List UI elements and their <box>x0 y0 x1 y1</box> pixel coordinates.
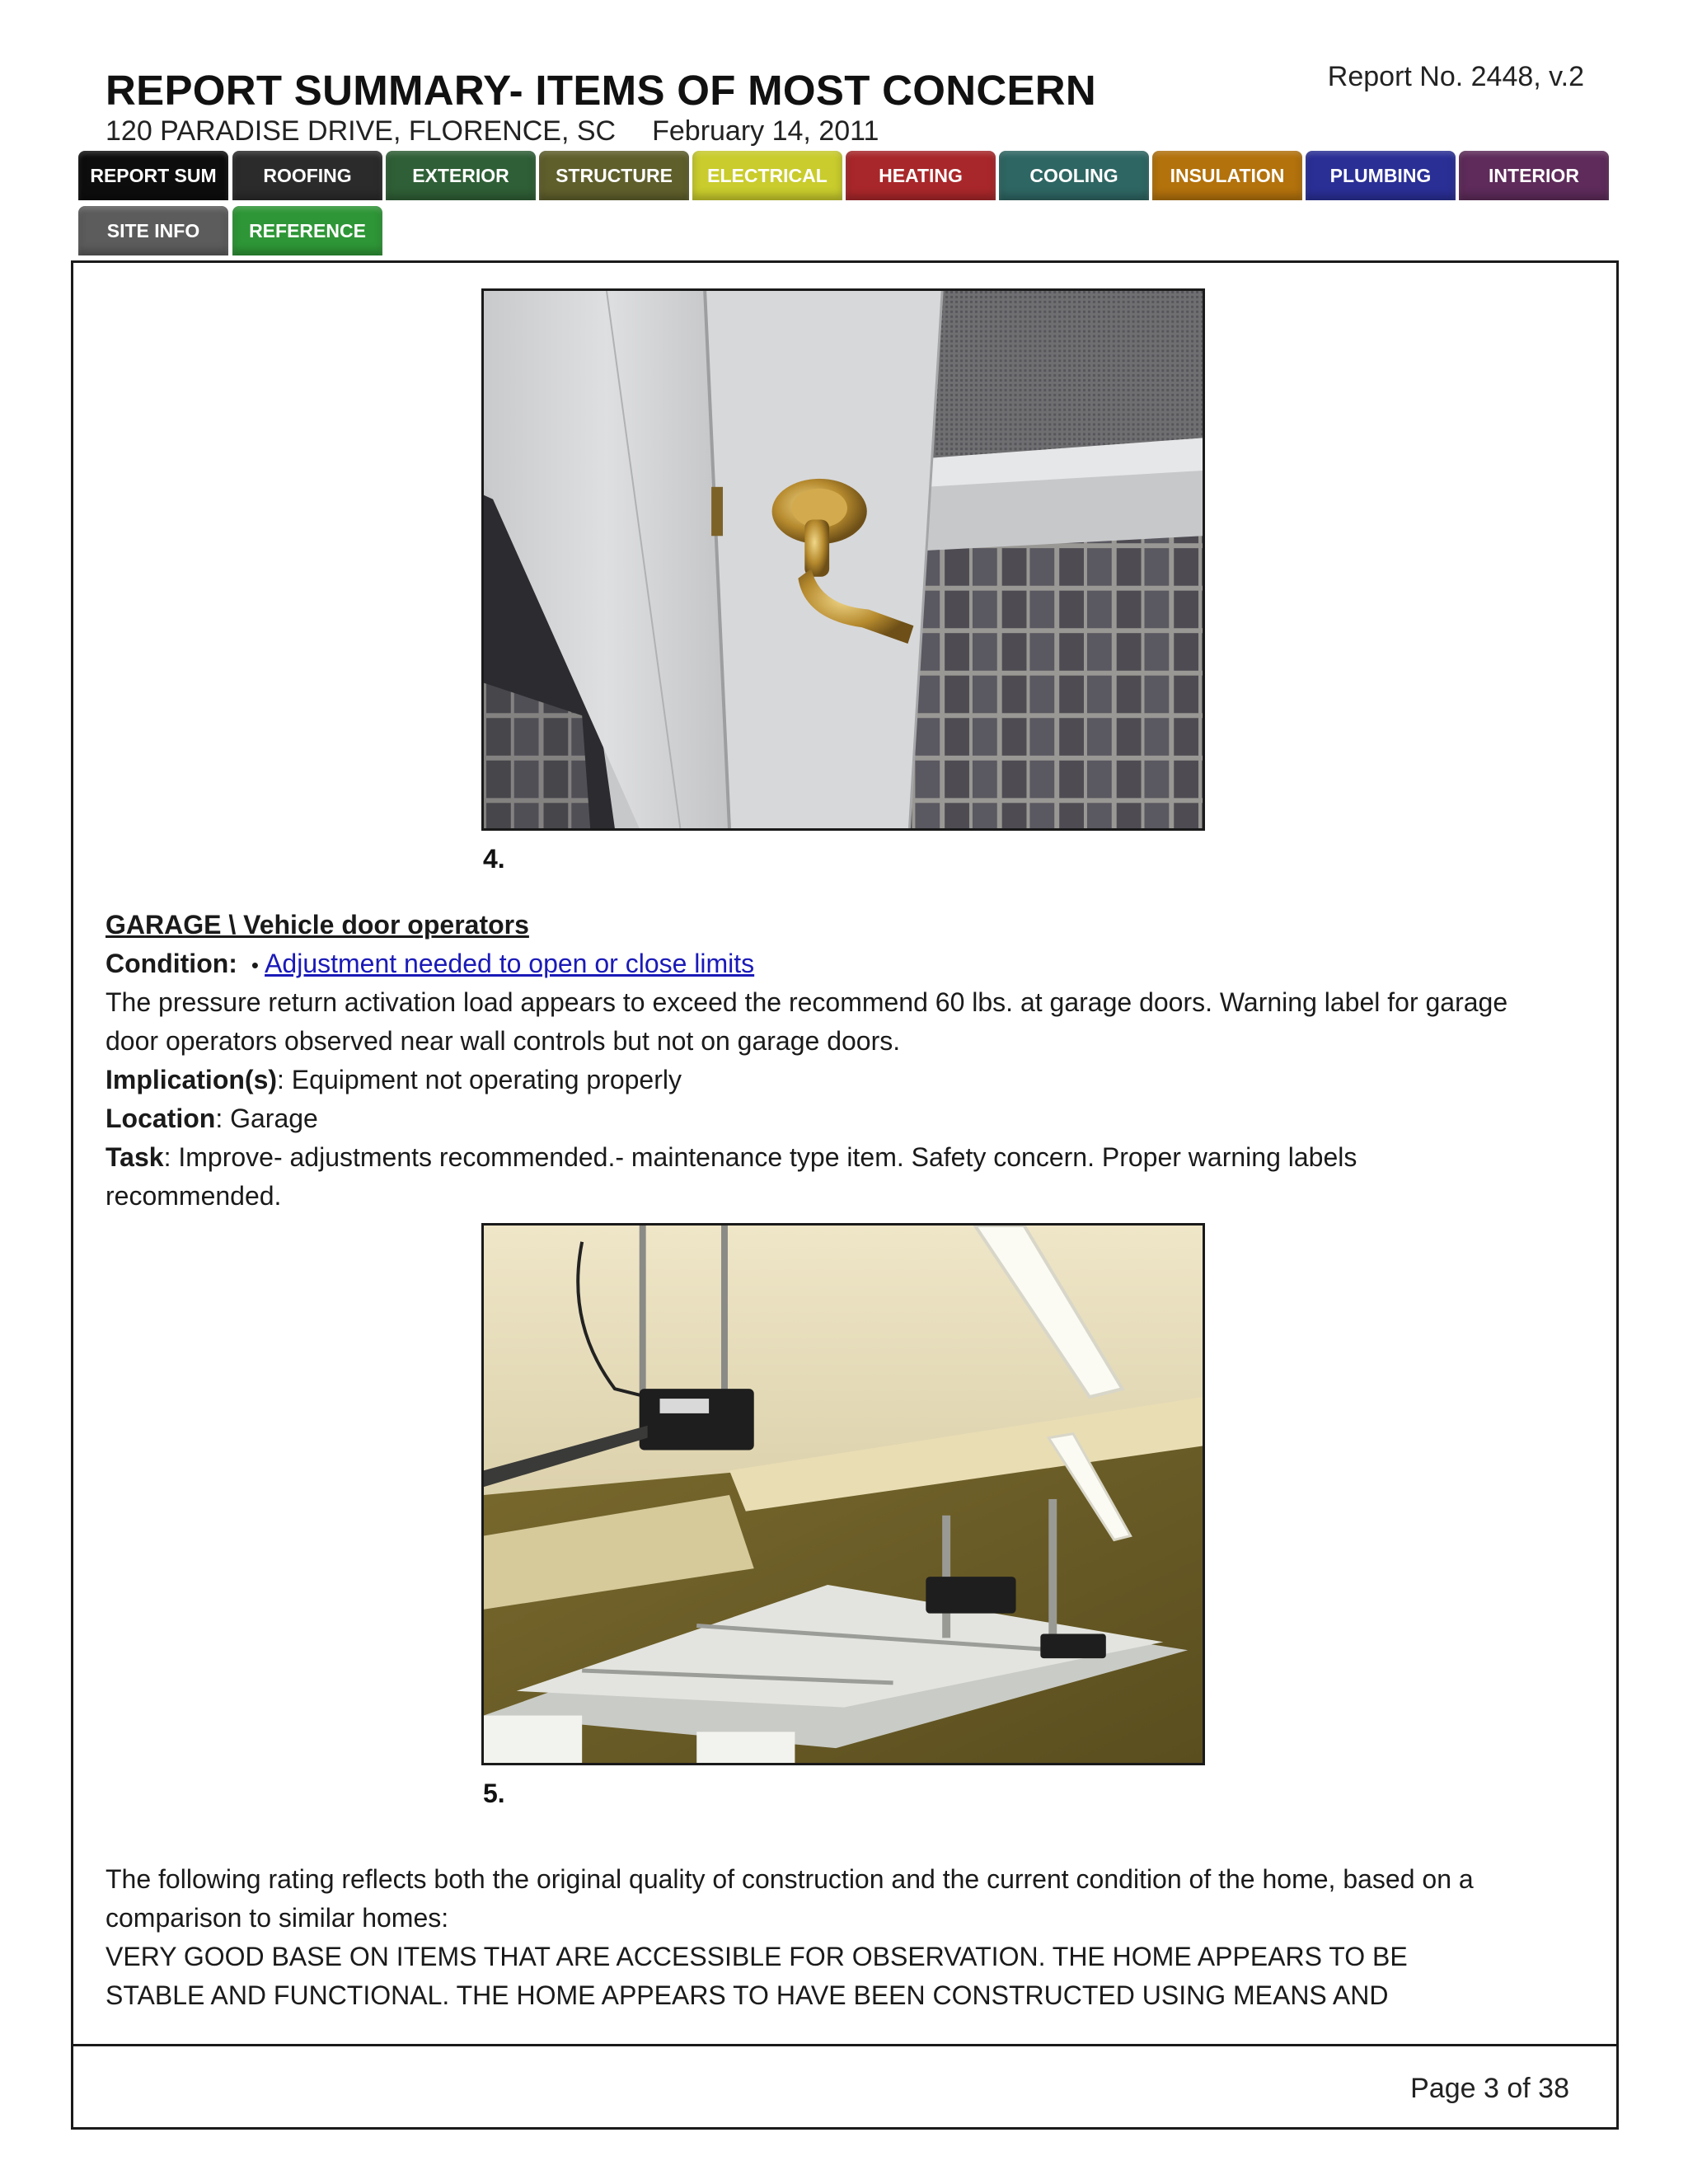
location-value: : Garage <box>215 1104 318 1133</box>
condition-row <box>106 949 754 979</box>
photo-5-caption: 5. <box>483 1779 505 1808</box>
address-line <box>106 115 879 148</box>
task-label: Task <box>106 1142 164 1172</box>
rating-line-1: The following rating reflects both the original quality of construction and the current condition of the home, based on a <box>106 1864 1474 1894</box>
tab-site-info[interactable]: SITE INFO <box>78 206 228 255</box>
condition-link[interactable]: Adjustment needed to open or close limits <box>265 949 755 978</box>
report-date: February 14, 2011 <box>652 115 879 147</box>
tab-structure[interactable]: STRUCTURE <box>539 151 689 200</box>
tab-roofing[interactable]: ROOFING <box>232 151 382 200</box>
report-title: REPORT SUMMARY- ITEMS OF MOST CONCERN <box>106 67 1097 114</box>
photo-door-handle <box>481 288 1205 831</box>
location-label: Location <box>106 1104 216 1133</box>
rating-line-2: comparison to similar homes: <box>106 1903 449 1933</box>
section-heading: GARAGE \ Vehicle door operators <box>106 910 529 940</box>
door-handle-image <box>484 291 1203 828</box>
tab-heating[interactable]: HEATING <box>846 151 996 200</box>
task-value: : Improve- adjustments recommended.- maintenance type item. Safety concern. Proper warning labels <box>163 1142 1357 1172</box>
rating-line-4: STABLE AND FUNCTIONAL. THE HOME APPEARS TO HAVE BEEN CONSTRUCTED USING MEANS AND <box>106 1980 1389 2010</box>
tab-electrical[interactable]: ELECTRICAL <box>692 151 842 200</box>
tab-plumbing[interactable]: PLUMBING <box>1306 151 1456 200</box>
photo-garage-opener <box>481 1223 1205 1765</box>
garage-opener-image <box>484 1226 1203 1763</box>
report-number: Report No. 2448, v.2 <box>1327 61 1584 92</box>
implication-label: Implication(s) <box>106 1065 278 1094</box>
tab-exterior[interactable]: EXTERIOR <box>386 151 536 200</box>
task-row <box>106 1142 1357 1173</box>
bullet-icon: • <box>251 953 259 977</box>
page-number: Page 3 of 38 <box>1410 2073 1569 2104</box>
tab-cooling[interactable]: COOLING <box>999 151 1149 200</box>
task-line-2: recommended. <box>106 1181 282 1211</box>
implication-value: : Equipment not operating properly <box>277 1065 682 1094</box>
location-row <box>106 1104 318 1134</box>
condition-label: Condition: <box>106 949 237 978</box>
tab-insulation[interactable]: INSULATION <box>1152 151 1302 200</box>
description-line-1: The pressure return activation load appears to exceed the recommend 60 lbs. at garage doors. Warning label for garage <box>106 987 1508 1017</box>
rating-line-3: VERY GOOD BASE ON ITEMS THAT ARE ACCESSIBLE FOR OBSERVATION. THE HOME APPEARS TO BE <box>106 1942 1408 1971</box>
tab-interior[interactable]: INTERIOR <box>1459 151 1609 200</box>
description-line-2: door operators observed near wall controls but not on garage doors. <box>106 1026 901 1056</box>
footer-divider <box>71 2044 1619 2046</box>
tab-report-summary[interactable]: REPORT SUM <box>78 151 228 200</box>
photo-4-caption: 4. <box>483 844 505 874</box>
tab-reference[interactable]: REFERENCE <box>232 206 382 255</box>
implication-row <box>106 1065 682 1095</box>
property-address: 120 PARADISE DRIVE, FLORENCE, SC <box>106 115 617 147</box>
